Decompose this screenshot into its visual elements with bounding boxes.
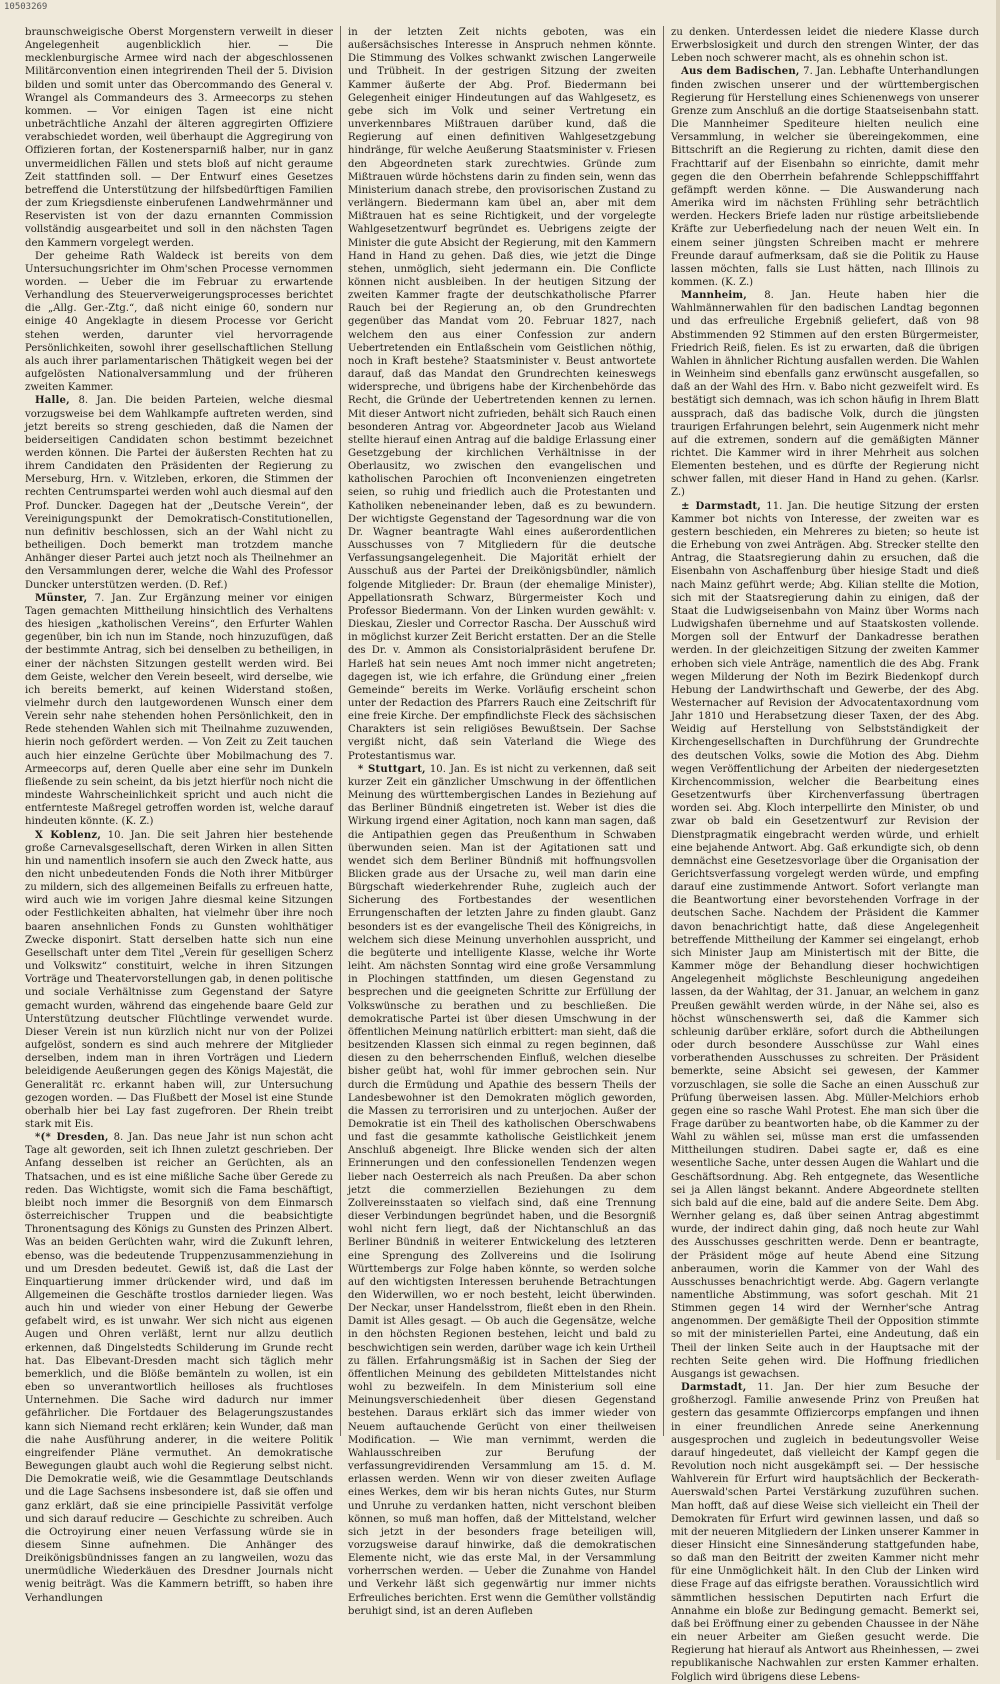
dateline: Darmstadt, [681,1382,747,1394]
article-paragraph [25,1131,333,1605]
page-id-label: 10503269 [4,2,48,12]
dateline: X Koblenz, [35,829,102,841]
paragraph-text: 11. Jan. Die heutige Sitzung der ersten Kammer bot nichts von Interesse, der zweiten war es gestern beschieden, ein Mehreres zu bieten; so heute ist die Erhebung von zwei Anträgen. Abg. Strecker stellte den Antrag, die Staatsregierung dahin zu ersuchen, daß die Eisenbahn von Aschaffenburg über hiesige Stadt und dieß nach Mainz geführt werde; Abg. Kilian stellte die Motion, sich mit der Staatsregierung dahin zu einigen, daß der Staat die Ludwigseisenbahn von Mainz über Worms nach Ludwigshafen übernehme und auf Staatskosten vollende. Morgen soll der Entwurf der Dankadresse berathen werden. In der gleichzeitigen Sitzung der zweiten Kammer erhoben sich viele Anträge, namentlich die des Abg. Frank wegen Milderung der Noth im Bezirk Biedenkopf durch Hebung der Landwirthschaft und Gewerbe, der des Abg. Westernacher auf Revision der Advocatentaxordnung vom Jahr 1810 und Herabsetzung dieser Taxen, der des Abg. Weidig auf Herstellung von Selbstständigkeit der Kirchengesellschaften in Durchführung der Grundrechte des deutschen Volks, sowie die Motion des Abg. Diehm wegen Veröffentlichung der Arbeiten der niedergesetzten Kirchencommission, welcher die Bearbeitung eines Gesetzentwurfs über Kirchenverfassung übertragen worden sei. Abg. Kloch interpellirte den Minister, ob und zwar ob bald ein Gesetzentwurf zur Revision der Dienstpragmatik eingebracht werden würde, und erhielt eine bejahende Antwort. Abg. Gaß erkundigte sich, ob denn demnächst eine Gesetzesvorlage über die Organisation der Gerichtsverfassung vorgelegt werden würde, und empfing darauf eine zustimmende Antwort. Sofort verlangte man die Beantwortung einer bevorstehenden Vorfrage in der deutschen Sache. Nachdem der Präsident die Kammer davon benachrichtigt hatte, daß diese Angelegenheit betreffende Mittheilung der Kammer sei eingelangt, erhob sich Minister Jaup am Ministertisch mit der Bitte, die Kammer möge der Behandlung dieser hochwichtigen Angelegenheit möglichste Beschleunigung angedeihen lassen, da der Wahltag, der 31. Januar, an welchem in ganz Preußen gewählt werden würde, in der Nähe sei, also es höchst wünschenswerth sei, daß die Kammer sich schleunig darüber erkläre, sofort durch die Abtheilungen oder durch besondere Ausschüsse zur Wahl eines vorberathenden Ausschusses zu schreiten. Der Präsident bemerkte, seine Absicht sei gewesen, der Kammer vorzuschlagen, sie solle die Sache an einen Ausschuß zur Prüfung überweisen lassen. Abg. Müller-Melchiors erhob gegen eine so rasche Wahl Protest. Ehe man sich über die Frage darüber zu beantworten habe, ob die Kammer zu der Wahl zu wählen sei, müsse man erst die umfassenden Mittheilungen studiren. Dabei sagte er, daß es eine wesentliche Sache, unter dessen Augen die Wahlart und die Geschäftsordnung. Abg. Reh entgegnete, das Wesentliche sei ja Allen längst bekannt. Andere Abgeordnete stellten sich bald auf die eine, bald auf die andere Seite. Dem Abg. Wernher gelang es, daß über seinen Antrag abgestimmt wurde, der indirect dahin ging, daß noch heute zur Wahl des Ausschusses geschritten werde. Denn er beantragte, der Präsident möge auf heute Abend eine Sitzung anberaumen, worin die Kammer von der Wahl des Ausschusses benachrichtigt werde. Abg. Gagern verlangte namentliche Abstimmung, was sofort geschah. Mit 21 Stimmen gegen 14 wird der Wernher'sche Antrag angenommen. Der gemäßigte Theil der Opposition stimmte so mit der ministeriellen Partei, eine Andeutung, daß ein Theil der linken Seite auch in der Hauptsache mit der rechten Seite gehen wird. Die Hoffnung friedlichen Ausgangs ist gewachsen. [671,500,979,1380]
dateline: Mannheim, [681,290,747,302]
dateline: Münster, [35,592,88,604]
article-paragraph [671,289,979,500]
paragraph-text: 8. Jan. Heute haben hier die Wahlmännerwahlen für den badischen Landtag begonnen und das erfreuliche Ergebniß geliefert, daß von 98 Abstimmenden 92 Stimmen auf den ersten Bürgermeister, Friedrich Reiß, fielen. Es ist zu erwarten, daß die übrigen Wahlen in ähnlicher Richtung ausfallen werden. Die Wahlen in Weinheim sind ebenfalls ganz erwünscht ausgefallen, so daß an der Wahl des Hrn. v. Babo nicht gezweifelt wird. Es bestätigt sich demnach, was ich schon häufig in Ihrem Blatt aussprach, daß das badische Volk, durch die jüngsten traurigen Erfahrungen belehrt, sein Augenmerk nicht mehr auf die extremen, sondern auf die gemäßigten Männer richtet. Die Kammer wird in ihrer Mehrheit aus solchen Elementen bestehen, und es dürfte der Regierung nicht schwer fallen, mit dieser Hand in Hand zu gehen. (Karlsr. Z.) [671,290,979,499]
article-paragraph [348,26,656,763]
paragraph-text: 8. Jan. Die beiden Parteien, welche diesmal vorzugsweise bei dem Wahlkampfe auftreten werden, sind jetzt bereits so streng geschieden, daß die Namen der beiderseitigen Candidaten schon bestimmt bezeichnet werden können. Die Partei der äußersten Rechten hat zu ihrem Candidaten den Präsidenten der Regierung zu Merseburg, Hrn. v. Witzleben, erkoren, die Stimmen der rechten Centrumspartei werden wohl auch diesmal auf den Prof. Duncker. Dagegen hat der „Deutsche Verein“, der Vereinigungspunkt der Demokratisch-Constitutionellen, nun definitiv beschlossen, sich an der Wahl nicht zu betheiligen. Doch bemerkt man trotzdem manche Anhänger dieser Partei auch jetzt noch als Theilnehmer an den Versammlungen derer, welche die Wahl des Professor Duncker unterstützen werden. (D. Ref.) [25,395,333,591]
article-paragraph [25,250,333,395]
paragraph-text: braunschweigische Oberst Morgenstern verweilt in dieser Angelegenheit augenblicklich hier. — Die mecklenburgische Armee wird nach der abgeschlossenen Militärconvention einen integrirenden Theil der 5. Division bilden und somit unter das Obercommando des General v. Wrangel als Commandeurs des 3. Armeecorps zu stehen kommen. — Vor einigen Tagen ist eine nicht unbeträchtliche Anzahl der älteren aggregirten Offiziere verabschiedet worden, weil überhaupt die Aggregirung von Offizieren fortan, der Kostenersparniß halber, nur in ganz unvermeidlichen Fällen und stets bloß auf nicht geraume Zeit stattfinden soll. — Der Entwurf eines Gesetzes betreffend die Unterstützung der hilfsbedürftigen Familien der zum Kriegsdienste einberufenen Landwehrmänner und Reservisten ist von der dazu ernannten Commission vollständig ausgearbeitet und soll in den nächsten Tagen den Kammern vorgelegt werden. [25,27,333,249]
article-paragraph [671,500,979,1381]
dateline: * Stuttgart, [358,763,426,775]
column-2 [340,26,663,1617]
dateline: *(* Dresden, [35,1132,109,1144]
dateline: Halle, [35,395,70,407]
article-paragraph [25,829,333,1132]
page-edge-shading [996,0,1000,1460]
dateline: ± Darmstadt, [681,500,761,512]
article-paragraph [348,763,656,1618]
paragraph-text: 8. Jan. Das neue Jahr ist nun schon acht Tage alt geworden, seit ich Ihnen zuletzt geschrieben. Der Anfang desselben ist reicher an Gerüchten, als an Thatsachen, und es ist eine mißliche Sache über Gerede zu reden. Das Wichtigste, womit sich die Fama beschäftigt, bleibt noch immer die Besorgniß von dem Einmarsch österreichischer Truppen und die beabsichtigte Thronentsagung des Königs zu Gunsten des Prinzen Albert. Was an beiden Gerüchten wahr, wird die Zukunft lehren, ebenso, was die bedeutende Truppenzusammenziehung in und um Dresden bedeutet. Gewiß ist, daß die Last der Einquartierung immer drückender wird, und daß im Allgemeinen die Geschäfte trostlos darnieder liegen. Was auch hin und wieder von einer Hebung der Gewerbe gefabelt wird, es ist unwahr. Wer sich nicht aus eigenen Augen und Ohren verläßt, lernt nur allzu deutlich erkennen, daß Dingelstedts Schilderung im Grunde recht hat. Das Elbevant-Dresden macht sich täglich mehr bemerklich, und die Blöße bemänteln zu wollen, ist ein eben so unverantwortlich heilloses als fruchtloses Unternehmen. Die Sache wird dadurch nur immer gefährlicher. Die Fortdauer des Belagerungszustandes kann sich Niemand recht erklären; kein Wunder, daß man die nahe Ausführung anderer, in die weitere Politik eingreifender Pläne vermuthet. An demokratische Bewegungen glaubt auch wohl die Regierung selbst nicht. Die Demokratie weiß, wie die Gesammtlage Deutschlands und die Lage Sachsens insbesondere ist, daß sie offen und ganz erklärt, daß sie eine principielle Passivität verfolge und sich darauf reducire — Geschichte zu schreiben. Auch die Octroyirung einer neuen Verfassung würde sie in diesem Sinne aufnehmen. Die Anhänger des Dreikönigsbündnisses fangen an zu langweilen, wozu das unermüdliche Wiederkäuen des Dresdner Journals nicht wenig beiträgt. Was die Kammern betrifft, so haben ihre Verhandlungen [25,1132,333,1604]
dateline: Aus dem Badischen, [681,66,800,78]
paragraph-text: Der geheime Rath Waldeck ist bereits von dem Untersuchungsrichter im Ohm'schen Processe vernommen worden. — Ueber die im Februar zu erwartende Verhandlung des Steuerverweigerungsprocesses berichtet die „Allg. Ger.-Ztg.“, daß nicht einige 60, sondern nur einige 40 Angeklagte in diesem Processe vor Gericht stehen werden, darunter viel hervorragende Persönlichkeiten, sowohl ihrer gesellschaftlichen Stellung als auch ihrer parlamentarischen Thätigkeit wegen bei der aufgelösten Nationalversammlung und der früheren zweiten Kammer. [25,250,333,394]
paragraph-text: 7. Jan. Zur Ergänzung meiner vor einigen Tagen gemachten Mittheilung hinsichtlich des Verhaltens des hiesigen „katholischen Vereins“, den Erfurter Wahlen gegenüber, bin ich nun im Stande, noch hinzuzufügen, daß der bestimmte Antrag, sich bei denselben zu betheiligen, in einer der nächsten Sitzungen gestellt werden wird. Bei dem Geiste, welcher den Verein beseelt, wird derselbe, wie ich bereits bemerkt, auf keinen Widerstand stoßen, vielmehr durch den lautgewordenen Wunsch einer dem Verein sehr nahe stehenden hohen Persönlichkeit, den in Rede stehenden Wahlen sich mit Theilnahme zuzuwenden, hierin noch gefördert werden. — Von Zeit zu Zeit tauchen auch hier einzelne Gerüchte über Mobilmachung des 7. Armeecorps auf, deren Quelle aber eine sehr im Dunkeln fließende zu sein scheint, da bis jetzt hierfür noch nicht die mindeste Wahrscheinlichkeit spricht und auch nicht die entfernteste Maßregel getroffen worden ist, welche darauf hindeuten könnte. (K. Z.) [25,592,333,828]
paragraph-text: 11. Jan. Der hier zum Besuche der großherzogl. Familie anwesende Prinz von Preußen hat gestern das gesammte Offiziercorps empfangen und ihnen in einer freundlichen Anrede seine Anerkennung ausgesprochen und zugleich in bedeutungsvoller Weise darauf hingedeutet, daß vielleicht der Kampf gegen die Revolution noch nicht ausgekämpft sei. — Der hessische Wahlverein für Erfurt wird hauptsächlich der Beckerath-Auerswald'schen Partei Verstärkung zuzuführen suchen. Man hofft, daß auf diese Weise sich vielleicht ein Theil der Demokraten für Erfurt wird gewinnen lassen, und daß so mit der neueren Mitgliedern der Linken unserer Kammer in dieser Hinsicht eine Sinnesänderung stattgefunden habe, so daß man den Beitritt der zweiten Kammer nicht mehr für eine Unmöglichkeit hält. In den Club der Linken wird diese Frage auf das eifrigste berathen. Voraussichtlich wird sämmtlichen hessischen Deputirten nach Erfurt die Annahme ein bloße zur Bedingung gemacht. Bemerkt sei, daß bei Eröffnung einer zu gebenden Chaussee in der Nähe ein neuer Arbeiter am Gießen gesucht werde. Die Regierung hat hierauf als Antwort aus Rheinhessen, — zwei republikanische Nachwahlen zur ersten Kammer erhalten. Folglich wird übrigens diese Lebens- [671,1382,979,1683]
article-paragraph [671,65,979,289]
columns-container [18,26,986,1683]
article-paragraph [25,26,333,250]
article-paragraph [25,394,333,591]
paragraph-text: 10. Jan. Es ist nicht zu verkennen, daß seit kurzer Zeit ein gänzlicher Umschwung in der öffentlichen Meinung des württembergischen Landes in Beziehung auf das Berliner Bündniß eingetreten ist. Weber ist dies die Wirkung irgend einer Agitation, noch kann man sagen, daß die Antipathien gegen das Preußenthum in Schwaben überwunden seien. Man ist der Agitationen satt und wendet sich dem Berliner Bündniß mit hoffnungsvollen Blicken grade aus der Ursache zu, weil man darin eine Bürgschaft wiederkehrender Ruhe, zugleich auch der Sicherung des Fortbestandes der wesentlichen Errungenschaften der letzten Jahre zu finden glaubt. Ganz besonders ist es der evangelische Theil des Königreichs, in welchem sich diese Meinung unverhohlen ausspricht, und die begüterte und intelligente Klasse, welche ihr Worte leiht. Am nächsten Sonntag wird eine große Versammlung in Plochingen stattfinden, um diesen Gegenstand zu besprechen und die geeigneten Schritte zur Erfüllung der Volkswünsche zu berathen und zu beschließen. Die demokratische Partei ist über diesen Umschwung in der öffentlichen Meinung natürlich erbittert: man sieht, daß die besitzenden Klassen sich einmal zu regen beginnen, daß diesen zu den beherrschenden Einfluß, welchen dieselbe bisher geübt hat, wohl für immer gebrochen sein. Nur durch die Ermüdung und Apathie des bessern Theils der Landesbewohner ist den Demokraten möglich geworden, die Massen zu terrorisiren und zu unterjochen. Außer der Demokratie ist ein Theil des katholischen Oberschwabens und fast die gesammte katholische Geistlichkeit jenem Anschluß abgeneigt. Ihre Blicke wenden sich der alten Erinnerungen und den confessionellen Tendenzen wegen lieber nach Oesterreich als nach Preußen. Da aber schon jetzt die commerziellen Beziehungen zu dem Zollvereinsstaaten so vielfach sind, daß eine Trennung dieser Verbindungen begründet haben, und die Besorgniß wohl nicht fern liegt, daß der Nichtanschluß an das Berliner Bündniß in weiterer Entwickelung des letzteren eine Sprengung des Zollvereins und die Isolirung Württembergs zur Folge haben könnte, so werden solche auf den wichtigsten Interessen beruhende Betrachtungen den Widerwillen, wo er noch besteht, leicht überwinden. Der Neckar, unser Handelsstrom, fließt eben in den Rhein. Damit ist Alles gesagt. — Ob auch die Gegensätze, welche in den höchsten Regionen bestehen, leicht und bald zu beschwichtigen sein werden, darüber wage ich kein Urtheil zu fällen. Erfahrungsmäßig ist in Sachen der Sieg der öffentlichen Meinung des gebildeten Mittelstandes nicht wohl zu bezweifeln. In dem Ministerium soll eine Meinungsverschiedenheit über diesen Gegenstand bestehen. Daraus erklärt sich das immer wieder von Neuem auftauchende Gerücht von einer theilweisen Modification. — Wie man vernimmt, werden die Wahlausschreiben zur Berufung der verfassungrevidirenden Versammlung am 15. d. M. erlassen werden. Wenn wir von dieser zweiten Auflage eines Werkes, dem wir bis heran nichts Gutes, nur Sturm und Unruhe zu verdanken hatten, nicht verschont bleiben können, so muß man hoffen, daß der Mittelstand, welcher sich jetzt in der besonders frage beteiligen will, vorzugsweise darauf hinwirke, daß die demokratischen Elemente nicht, wie das erste Mal, in der Versammlung vorherrschen werden. — Ueber die Zunahme von Handel und Verkehr läßt sich gegenwärtig nur immer nichts Erfreuliches berichten. Erst wenn die Gemüther vollständig beruhigt sind, ist an deren Aufleben [348,763,656,1617]
column-1 [18,26,340,1604]
article-paragraph [671,1381,979,1684]
paragraph-text: in der letzten Zeit nichts geboten, was ein außersächsisches Interesse in Anspruch nehmen könnte. Die Stimmung des Volkes schwankt zwischen Langerweile und Trübheit. In der gestrigen Sitzung der zweiten Kammer äußerte der Abg. Prof. Biedermann bei Gelegenheit einiger Hindeutungen auf das Wahlgesetz, es gebe sich im Volk und seiner Vertretung ein unverkennbares Mißtrauen darüber kund, daß die Regierung auf einen definitiven Wahlgesetzgebung hindränge, für welche Aeußerung Staatsminister v. Friesen den Abgeordneten stark zurechtwies. Gründe zum Mißtrauen würde höchstens darin zu finden sein, wenn das Ministerium danach strebe, den provisorischen Zustand zu verlängern. Biedermann kam übel an, aber mit dem Mißtrauen hat es seine Richtigkeit, und der vorgelegte Wahlgesetzentwurf begründet es. Uebrigens zeigte der Minister die gute Absicht der Regierung, mit den Kammern Hand in Hand zu gehen. Daß dies, wie jetzt die Dinge stehen, unmöglich, sieht jedermann ein. Die Conflicte können nicht ausbleiben. In der heutigen Sitzung der zweiten Kammer fragte der deutschkatholische Pfarrer Rauch bei der Regierung an, ob den Grundrechten gegenüber das Mandat vom 20. Februar 1827, nach welchem den aus einer Confession zur andern Uebertretenden ein Entlaßschein vom Geistlichen nöthig, noch in Kraft bestehe? Staatsminister v. Beust antwortete darauf, daß das Mandat den Grundrechten keineswegs widerspreche, und übrigens habe der Kirchenbehörde das Recht, die Gründe der Uebertretenden kennen zu lernen. Mit dieser Antwort nicht zufrieden, behält sich Rauch einen besonderen Antrag vor. Abgeordneter Jacob aus Wieland stellte hierauf einen Antrag auf die baldige Erlassung einer Gesetzgebung der kirchlichen Verhältnisse in der Oberlausitz, wo zwischen den evangelischen und katholischen Parochien oft Inconvenienzen eingetreten seien, so ruhig und friedlich auch die Protestanten und Katholiken nebeneinander leben, daß es zu bewundern. Der wichtigste Gegenstand der Tagesordnung war die von Dr. Wagner beantragte Wahl eines außerordentlichen Ausschusses von 7 Mitgliedern für die deutsche Verfassungsangelegenheit. Die Majorität erhielt der Ausschuß aus der Partei der Dreikönigsbündler, nämlich folgende Mitglieder: Dr. Braun (der ehemalige Minister), Appellationsrath Schwarz, Bürgermeister Koch und Professor Biedermann. Von der Linken wurden gewählt: v. Dieskau, Ziesler und Corrector Rascha. Der Ausschuß wird in möglichst kurzer Zeit Bericht erstatten. Der an die Stelle des Dr. v. Ammon als Consistorialpräsident berufene Dr. Harleß hat sein neues Amt noch immer nicht angetreten; dagegen ist, wie ich erfahre, die Gründung einer „freien Gemeinde“ bereits im Werke. Vorläufig erscheint schon unter der Redaction des Pfarrers Rauch eine Zeitschrift für eine freie Kirche. Der empfindlichste Fleck des sächsischen Charakters ist sein religiöses Bewußtsein. Der Sachse vergißt nicht, daß sein Vaterland die Wiege des Protestantismus war. [348,27,656,762]
column-3 [663,26,986,1683]
paragraph-text: zu denken. Unterdessen leidet die niedere Klasse durch Erwerbslosigkeit und durch den strengen Winter, der das Leben noch schwerer macht, als es ohnehin schon ist. [671,27,979,65]
paragraph-text: 10. Jan. Die seit Jahren hier bestehende große Carnevalsgesellschaft, deren Wirken in allen Sitten hin und namentlich insofern sie auch den Zweck hatte, aus den nicht unbedeutenden Fonds die Noth ihrer Mitbürger zu mildern, sich des allgemeinen Beifalls zu erfreuen hatte, wird auch wie im vorigen Jahre diesmal keine Sitzungen oder Festlichkeiten abhalten, hat vielmehr über ihre noch baaren ansehnlichen Fonds zu Gunsten wohlthätiger Zwecke disponirt. Statt derselben hatte sich nun eine Gesellschaft unter dem Titel „Verein für geselligen Scherz und Volkswitz“ constituirt, welche in ihren Sitzungen Vorträge und Theatervorstellungen gab, in denen politische und sociale Verhältnisse zum Gegenstand der Satyre gemacht wurden, während das eingehende baare Geld zur Unterstützung deutscher Flüchtlinge verwendet wurde. Dieser Verein ist nun kürzlich nicht nur von der Polizei aufgelöst, sondern es sind auch mehrere der Mitglieder derselben, indem man in ihren Vorträgen und Liedern beleidigende Aeußerungen gegen des Königs Majestät, die Generalität rc. erkannt haben will, zur Untersuchung gezogen worden. — Das Flußbett der Mosel ist eine Stunde oberhalb hier bei Lay fast zugefroren. Der Rhein treibt stark mit Eis. [25,829,333,1130]
article-paragraph [671,26,979,65]
paragraph-text: 7. Jan. Lebhafte Unterhandlungen finden zwischen unserer und der württembergischen Regierung für Herstellung eines Schienenwegs von unserer Grenze zum Anschluß an die dortige Staatseisenbahn statt. Die Mannheimer Spediteure hielten neulich eine Versammlung, in welcher sie übereingekommen, eine Bittschrift an die Regierung zu richten, damit diese den Frachttarif auf der Eisenbahn so einrichte, damit mehr gegen die den Oberrhein befahrende Schleppschifffahrt gefämpft werden könne. — Die Auswanderung nach Amerika wird im nächsten Frühling sehr beträchtlich werden. Heckers Briefe laden nur rüstige arbeitsliebende Kräfte zur Ueberfiedelung nach der neuen Welt ein. In einem seiner jüngsten Schreiben macht er mehrere Freunde darauf aufmerksam, daß sie die Politik zu Hause lassen möchten, falls sie Lust hätten, nach Illinois zu kommen. (K. Z.) [671,66,979,288]
article-paragraph [25,592,333,829]
